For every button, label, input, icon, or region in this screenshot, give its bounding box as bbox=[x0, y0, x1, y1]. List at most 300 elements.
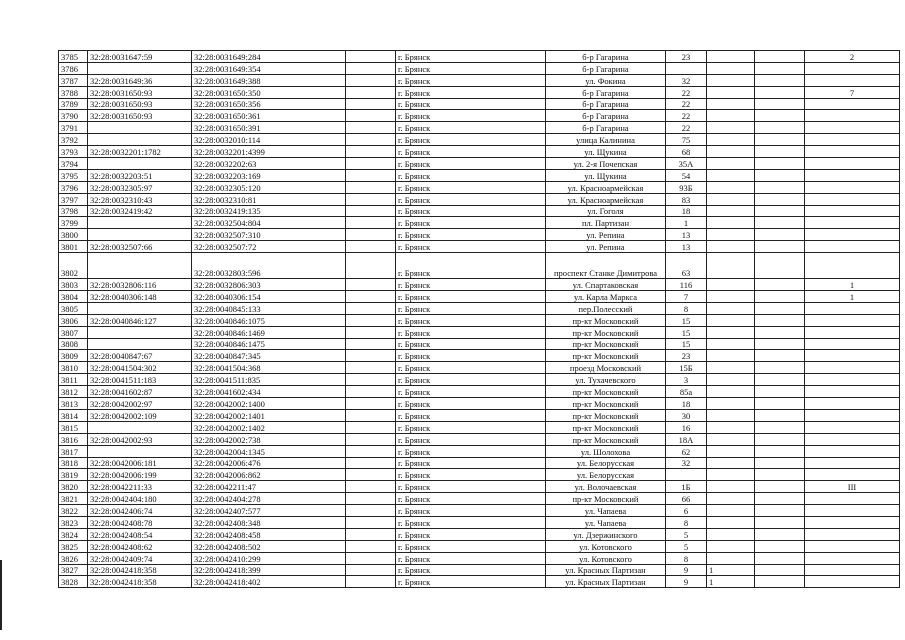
cell-note bbox=[805, 62, 900, 74]
cell-apartment bbox=[755, 374, 805, 386]
cell-building bbox=[707, 110, 755, 122]
cell-building: 1 bbox=[707, 576, 755, 588]
cell-object-number: 32:28:0040306:154 bbox=[192, 291, 346, 303]
cell-row-number: 3791 bbox=[59, 122, 88, 134]
cell-parcel-number: 32:28:0042406:74 bbox=[88, 505, 192, 517]
table-row bbox=[59, 469, 900, 481]
cell-row-number: 3826 bbox=[59, 552, 88, 564]
cell-empty-column bbox=[346, 505, 396, 517]
cell-apartment bbox=[755, 74, 805, 86]
cell-house-number: 30 bbox=[666, 409, 707, 421]
cell-parcel-number: 32:28:0042408:54 bbox=[88, 528, 192, 540]
table-row bbox=[59, 409, 900, 421]
cell-object-number: 32:28:0041511:835 bbox=[192, 374, 346, 386]
cell-object-number: 32:28:0031649:354 bbox=[192, 62, 346, 74]
cell-row-number: 3785 bbox=[59, 51, 88, 63]
table-row bbox=[59, 291, 900, 303]
cell-building bbox=[707, 386, 755, 398]
cell-house-number: 22 bbox=[666, 122, 707, 134]
cell-row-number: 3824 bbox=[59, 528, 88, 540]
cell-street: б-р Гагарина bbox=[546, 86, 666, 98]
cell-building bbox=[707, 552, 755, 564]
cell-empty-column bbox=[346, 398, 396, 410]
cell-house-number: 6 bbox=[666, 505, 707, 517]
cell-object-number: 32:28:0042410:299 bbox=[192, 552, 346, 564]
cell-apartment bbox=[755, 445, 805, 457]
cell-building bbox=[707, 374, 755, 386]
cell-row-number: 3818 bbox=[59, 457, 88, 469]
cell-row-number: 3812 bbox=[59, 386, 88, 398]
cell-building bbox=[707, 350, 755, 362]
cell-house-number: 1Б bbox=[666, 481, 707, 493]
cell-empty-column bbox=[346, 98, 396, 110]
cell-empty-column bbox=[346, 540, 396, 552]
cell-building bbox=[707, 291, 755, 303]
cell-parcel-number: 32:28:0031647:59 bbox=[88, 51, 192, 63]
table-row bbox=[59, 374, 900, 386]
table-row bbox=[59, 445, 900, 457]
cell-object-number: 32:28:0042404:278 bbox=[192, 493, 346, 505]
cell-note bbox=[805, 241, 900, 253]
cell-apartment bbox=[755, 158, 805, 170]
cell-house-number: 23 bbox=[666, 350, 707, 362]
cell-city: г. Брянск bbox=[396, 193, 546, 205]
cell-city: г. Брянск bbox=[396, 279, 546, 291]
cell-row-number: 3797 bbox=[59, 193, 88, 205]
cell-row-number: 3788 bbox=[59, 86, 88, 98]
table-row bbox=[59, 362, 900, 374]
cell-building bbox=[707, 528, 755, 540]
cell-parcel-number: 32:28:0031649:36 bbox=[88, 74, 192, 86]
cell-object-number: 32:28:0031650:350 bbox=[192, 86, 346, 98]
cell-empty-column bbox=[346, 291, 396, 303]
cell-empty-column bbox=[346, 576, 396, 588]
cell-object-number: 32:28:0042002:1400 bbox=[192, 398, 346, 410]
cell-street: ул. Красноармейская bbox=[546, 193, 666, 205]
table-row bbox=[59, 169, 900, 181]
cell-building bbox=[707, 86, 755, 98]
cell-note bbox=[805, 74, 900, 86]
cell-parcel-number: 32:28:0042418:358 bbox=[88, 576, 192, 588]
cell-empty-column bbox=[346, 552, 396, 564]
cell-empty-column bbox=[346, 86, 396, 98]
cell-parcel-number bbox=[88, 253, 192, 279]
cell-note bbox=[805, 493, 900, 505]
cell-empty-column bbox=[346, 253, 396, 279]
cell-empty-column bbox=[346, 62, 396, 74]
cell-row-number: 3802 bbox=[59, 253, 88, 279]
cell-parcel-number: 32:28:0040306:148 bbox=[88, 291, 192, 303]
cell-street: ул. Котовского bbox=[546, 540, 666, 552]
cell-empty-column bbox=[346, 564, 396, 576]
table-row bbox=[59, 302, 900, 314]
cell-row-number: 3814 bbox=[59, 409, 88, 421]
cell-parcel-number bbox=[88, 421, 192, 433]
register-table-body bbox=[59, 51, 900, 588]
cell-apartment bbox=[755, 409, 805, 421]
cell-parcel-number: 32:28:0041511:183 bbox=[88, 374, 192, 386]
table-row bbox=[59, 110, 900, 122]
table-row bbox=[59, 134, 900, 146]
cell-object-number: 32:28:0042211:47 bbox=[192, 481, 346, 493]
cell-note bbox=[805, 528, 900, 540]
cell-city: г. Брянск bbox=[396, 540, 546, 552]
cell-row-number: 3821 bbox=[59, 493, 88, 505]
cell-parcel-number: 32:28:0042408:78 bbox=[88, 516, 192, 528]
cell-house-number: 22 bbox=[666, 98, 707, 110]
table-row bbox=[59, 326, 900, 338]
cell-house-number: 35А bbox=[666, 158, 707, 170]
cell-city: г. Брянск bbox=[396, 241, 546, 253]
cell-note bbox=[805, 457, 900, 469]
cell-row-number: 3800 bbox=[59, 229, 88, 241]
cell-apartment bbox=[755, 279, 805, 291]
cell-empty-column bbox=[346, 169, 396, 181]
cell-street: ул. Дзержинского bbox=[546, 528, 666, 540]
table-row bbox=[59, 576, 900, 588]
page-edge-mark bbox=[0, 560, 2, 630]
cell-apartment bbox=[755, 205, 805, 217]
cell-street: б-р Гагарина bbox=[546, 62, 666, 74]
cell-parcel-number bbox=[88, 326, 192, 338]
table-row bbox=[59, 205, 900, 217]
cell-empty-column bbox=[346, 302, 396, 314]
cell-house-number: 7 bbox=[666, 291, 707, 303]
cell-street: ул. Шолохова bbox=[546, 445, 666, 457]
cell-house-number: 23 bbox=[666, 51, 707, 63]
cell-row-number: 3789 bbox=[59, 98, 88, 110]
cell-street: ул. Спартаковская bbox=[546, 279, 666, 291]
cell-row-number: 3801 bbox=[59, 241, 88, 253]
cell-empty-column bbox=[346, 217, 396, 229]
cell-building bbox=[707, 253, 755, 279]
cell-parcel-number: 32:28:0031650:93 bbox=[88, 110, 192, 122]
cell-object-number: 32:28:0032202:63 bbox=[192, 158, 346, 170]
cell-object-number: 32:28:0032010:114 bbox=[192, 134, 346, 146]
cell-apartment bbox=[755, 433, 805, 445]
cell-object-number: 32:28:0042418:399 bbox=[192, 564, 346, 576]
cell-empty-column bbox=[346, 134, 396, 146]
cell-empty-column bbox=[346, 386, 396, 398]
cell-city: г. Брянск bbox=[396, 421, 546, 433]
cell-note bbox=[805, 564, 900, 576]
cell-row-number: 3803 bbox=[59, 279, 88, 291]
cell-apartment bbox=[755, 540, 805, 552]
cell-note bbox=[805, 169, 900, 181]
cell-building bbox=[707, 241, 755, 253]
table-row bbox=[59, 552, 900, 564]
cell-parcel-number: 32:28:0041504:302 bbox=[88, 362, 192, 374]
cell-city: г. Брянск bbox=[396, 576, 546, 588]
cell-empty-column bbox=[346, 493, 396, 505]
cell-parcel-number: 32:28:0031650:93 bbox=[88, 98, 192, 110]
cell-object-number: 32:28:0042006:862 bbox=[192, 469, 346, 481]
cell-object-number: 32:28:0042004:1345 bbox=[192, 445, 346, 457]
cell-city: г. Брянск bbox=[396, 146, 546, 158]
cell-parcel-number: 32:28:0042002:109 bbox=[88, 409, 192, 421]
cell-house-number: 18А bbox=[666, 433, 707, 445]
cell-row-number: 3807 bbox=[59, 326, 88, 338]
cell-note bbox=[805, 122, 900, 134]
cell-building bbox=[707, 279, 755, 291]
cell-note bbox=[805, 386, 900, 398]
cell-parcel-number: 32:28:0040847:67 bbox=[88, 350, 192, 362]
cell-apartment bbox=[755, 217, 805, 229]
cell-city: г. Брянск bbox=[396, 433, 546, 445]
table-row bbox=[59, 421, 900, 433]
cell-object-number: 32:28:0031650:356 bbox=[192, 98, 346, 110]
cell-city: г. Брянск bbox=[396, 205, 546, 217]
cell-street: пр-кт Московский bbox=[546, 326, 666, 338]
cell-house-number: 68 bbox=[666, 146, 707, 158]
cell-empty-column bbox=[346, 314, 396, 326]
table-row bbox=[59, 98, 900, 110]
cell-city: г. Брянск bbox=[396, 516, 546, 528]
cell-empty-column bbox=[346, 74, 396, 86]
cell-apartment bbox=[755, 181, 805, 193]
cell-building bbox=[707, 146, 755, 158]
table-row bbox=[59, 62, 900, 74]
cell-parcel-number: 32:28:0042409:74 bbox=[88, 552, 192, 564]
table-row bbox=[59, 314, 900, 326]
cell-city: г. Брянск bbox=[396, 326, 546, 338]
cell-city: г. Брянск bbox=[396, 302, 546, 314]
cell-note bbox=[805, 398, 900, 410]
cell-note bbox=[805, 193, 900, 205]
cell-building bbox=[707, 314, 755, 326]
cell-note bbox=[805, 302, 900, 314]
cell-object-number: 32:28:0042407:577 bbox=[192, 505, 346, 517]
cell-apartment bbox=[755, 193, 805, 205]
cell-empty-column bbox=[346, 409, 396, 421]
cell-empty-column bbox=[346, 445, 396, 457]
cell-building bbox=[707, 302, 755, 314]
cell-empty-column bbox=[346, 279, 396, 291]
cell-street: пр-кт Московский bbox=[546, 409, 666, 421]
cell-street: пр-кт Московский bbox=[546, 421, 666, 433]
cell-house-number: 66 bbox=[666, 493, 707, 505]
cell-parcel-number: 32:28:0032419:42 bbox=[88, 205, 192, 217]
table-row bbox=[59, 51, 900, 63]
cell-parcel-number bbox=[88, 338, 192, 350]
cell-building bbox=[707, 205, 755, 217]
cell-row-number: 3804 bbox=[59, 291, 88, 303]
cell-street: ул. Чапаева bbox=[546, 505, 666, 517]
cell-note bbox=[805, 421, 900, 433]
cell-building bbox=[707, 481, 755, 493]
cell-empty-column bbox=[346, 205, 396, 217]
cell-object-number: 32:28:0032507:310 bbox=[192, 229, 346, 241]
cell-parcel-number bbox=[88, 302, 192, 314]
cell-parcel-number: 32:28:0032203:51 bbox=[88, 169, 192, 181]
cell-house-number: 83 bbox=[666, 193, 707, 205]
cell-building bbox=[707, 433, 755, 445]
table-row bbox=[59, 540, 900, 552]
cell-street: ул. Тухачевского bbox=[546, 374, 666, 386]
cell-empty-column bbox=[346, 350, 396, 362]
cell-row-number: 3805 bbox=[59, 302, 88, 314]
cell-empty-column bbox=[346, 110, 396, 122]
cell-apartment bbox=[755, 338, 805, 350]
cell-house-number: 15Б bbox=[666, 362, 707, 374]
cell-note bbox=[805, 469, 900, 481]
cell-street: ул. Белорусская bbox=[546, 469, 666, 481]
cell-city: г. Брянск bbox=[396, 338, 546, 350]
cell-empty-column bbox=[346, 374, 396, 386]
cell-row-number: 3799 bbox=[59, 217, 88, 229]
cell-house-number: 15 bbox=[666, 326, 707, 338]
cell-street: пр-кт Московский bbox=[546, 314, 666, 326]
table-row bbox=[59, 253, 900, 279]
cell-building bbox=[707, 181, 755, 193]
cell-apartment bbox=[755, 350, 805, 362]
cell-building bbox=[707, 409, 755, 421]
cell-parcel-number: 32:28:0040846:127 bbox=[88, 314, 192, 326]
cell-empty-column bbox=[346, 193, 396, 205]
cell-city: г. Брянск bbox=[396, 493, 546, 505]
cell-house-number: 32 bbox=[666, 74, 707, 86]
cell-parcel-number bbox=[88, 134, 192, 146]
cell-parcel-number: 32:28:0042002:93 bbox=[88, 433, 192, 445]
cell-empty-column bbox=[346, 241, 396, 253]
table-row bbox=[59, 457, 900, 469]
cell-house-number: 16 bbox=[666, 421, 707, 433]
cell-note bbox=[805, 350, 900, 362]
cell-house-number: 116 bbox=[666, 279, 707, 291]
cell-note bbox=[805, 158, 900, 170]
cell-note bbox=[805, 540, 900, 552]
cell-object-number: 32:28:0040846:1475 bbox=[192, 338, 346, 350]
cell-note: 7 bbox=[805, 86, 900, 98]
cell-note bbox=[805, 98, 900, 110]
cell-street: пл. Партизан bbox=[546, 217, 666, 229]
cell-building bbox=[707, 122, 755, 134]
table-row bbox=[59, 386, 900, 398]
cell-house-number: 18 bbox=[666, 205, 707, 217]
cell-row-number: 3828 bbox=[59, 576, 88, 588]
table-row bbox=[59, 398, 900, 410]
cell-parcel-number: 32:28:0042002:97 bbox=[88, 398, 192, 410]
cell-apartment bbox=[755, 62, 805, 74]
cell-object-number: 32:28:0031649:284 bbox=[192, 51, 346, 63]
cell-apartment bbox=[755, 362, 805, 374]
cell-row-number: 3809 bbox=[59, 350, 88, 362]
cell-house-number: 93Б bbox=[666, 181, 707, 193]
cell-building bbox=[707, 98, 755, 110]
cell-row-number: 3817 bbox=[59, 445, 88, 457]
cell-city: г. Брянск bbox=[396, 74, 546, 86]
table-row bbox=[59, 564, 900, 576]
cell-city: г. Брянск bbox=[396, 481, 546, 493]
cell-city: г. Брянск bbox=[396, 122, 546, 134]
cell-empty-column bbox=[346, 457, 396, 469]
cell-city: г. Брянск bbox=[396, 62, 546, 74]
cell-house-number: 18 bbox=[666, 398, 707, 410]
cell-city: г. Брянск bbox=[396, 552, 546, 564]
cell-building bbox=[707, 421, 755, 433]
cell-note bbox=[805, 576, 900, 588]
cell-apartment bbox=[755, 505, 805, 517]
cell-object-number: 32:28:0031650:361 bbox=[192, 110, 346, 122]
cell-city: г. Брянск bbox=[396, 350, 546, 362]
cell-row-number: 3793 bbox=[59, 146, 88, 158]
cell-city: г. Брянск bbox=[396, 229, 546, 241]
cell-street: ул. Чапаева bbox=[546, 516, 666, 528]
cell-parcel-number: 32:28:0032507:66 bbox=[88, 241, 192, 253]
cell-city: г. Брянск bbox=[396, 98, 546, 110]
cell-house-number: 8 bbox=[666, 302, 707, 314]
cell-street: б-р Гагарина bbox=[546, 122, 666, 134]
cell-street: пр-кт Московский bbox=[546, 350, 666, 362]
cell-object-number: 32:28:0042006:476 bbox=[192, 457, 346, 469]
cell-note: 2 bbox=[805, 51, 900, 63]
cell-note: 1 bbox=[805, 279, 900, 291]
cell-street: ул. Щукина bbox=[546, 169, 666, 181]
cell-building bbox=[707, 158, 755, 170]
cell-apartment bbox=[755, 493, 805, 505]
cell-street: б-р Гагарина bbox=[546, 98, 666, 110]
cell-building bbox=[707, 134, 755, 146]
cell-empty-column bbox=[346, 338, 396, 350]
cell-row-number: 3810 bbox=[59, 362, 88, 374]
cell-object-number: 32:28:0042002:1401 bbox=[192, 409, 346, 421]
cell-apartment bbox=[755, 469, 805, 481]
cell-street: ул. 2-я Почепская bbox=[546, 158, 666, 170]
cell-building bbox=[707, 51, 755, 63]
cell-city: г. Брянск bbox=[396, 374, 546, 386]
cell-street: пр-кт Московский bbox=[546, 398, 666, 410]
cell-building bbox=[707, 445, 755, 457]
cell-apartment bbox=[755, 51, 805, 63]
cell-apartment bbox=[755, 398, 805, 410]
cell-note bbox=[805, 314, 900, 326]
cell-apartment bbox=[755, 253, 805, 279]
cell-object-number: 32:28:0042002:1402 bbox=[192, 421, 346, 433]
cell-building bbox=[707, 169, 755, 181]
cell-row-number: 3796 bbox=[59, 181, 88, 193]
cell-object-number: 32:28:0042408:348 bbox=[192, 516, 346, 528]
cell-note bbox=[805, 433, 900, 445]
table-row bbox=[59, 241, 900, 253]
table-row bbox=[59, 86, 900, 98]
cell-object-number: 32:28:0040847:345 bbox=[192, 350, 346, 362]
cell-house-number bbox=[666, 62, 707, 74]
cell-street: ул. Красноармейская bbox=[546, 181, 666, 193]
cell-building bbox=[707, 229, 755, 241]
cell-apartment bbox=[755, 146, 805, 158]
cell-note bbox=[805, 229, 900, 241]
cell-object-number: 32:28:0040845:133 bbox=[192, 302, 346, 314]
cell-apartment bbox=[755, 86, 805, 98]
table-row bbox=[59, 433, 900, 445]
cell-note bbox=[805, 326, 900, 338]
cell-row-number: 3792 bbox=[59, 134, 88, 146]
register-table bbox=[58, 50, 900, 588]
cell-city: г. Брянск bbox=[396, 469, 546, 481]
cell-building bbox=[707, 505, 755, 517]
cell-note: III bbox=[805, 481, 900, 493]
cell-building bbox=[707, 74, 755, 86]
cell-object-number: 32:28:0041504:368 bbox=[192, 362, 346, 374]
cell-note bbox=[805, 338, 900, 350]
cell-city: г. Брянск bbox=[396, 314, 546, 326]
table-row bbox=[59, 181, 900, 193]
cell-city: г. Брянск bbox=[396, 409, 546, 421]
cell-row-number: 3794 bbox=[59, 158, 88, 170]
cell-note bbox=[805, 217, 900, 229]
cell-empty-column bbox=[346, 481, 396, 493]
cell-object-number: 32:28:0042418:402 bbox=[192, 576, 346, 588]
